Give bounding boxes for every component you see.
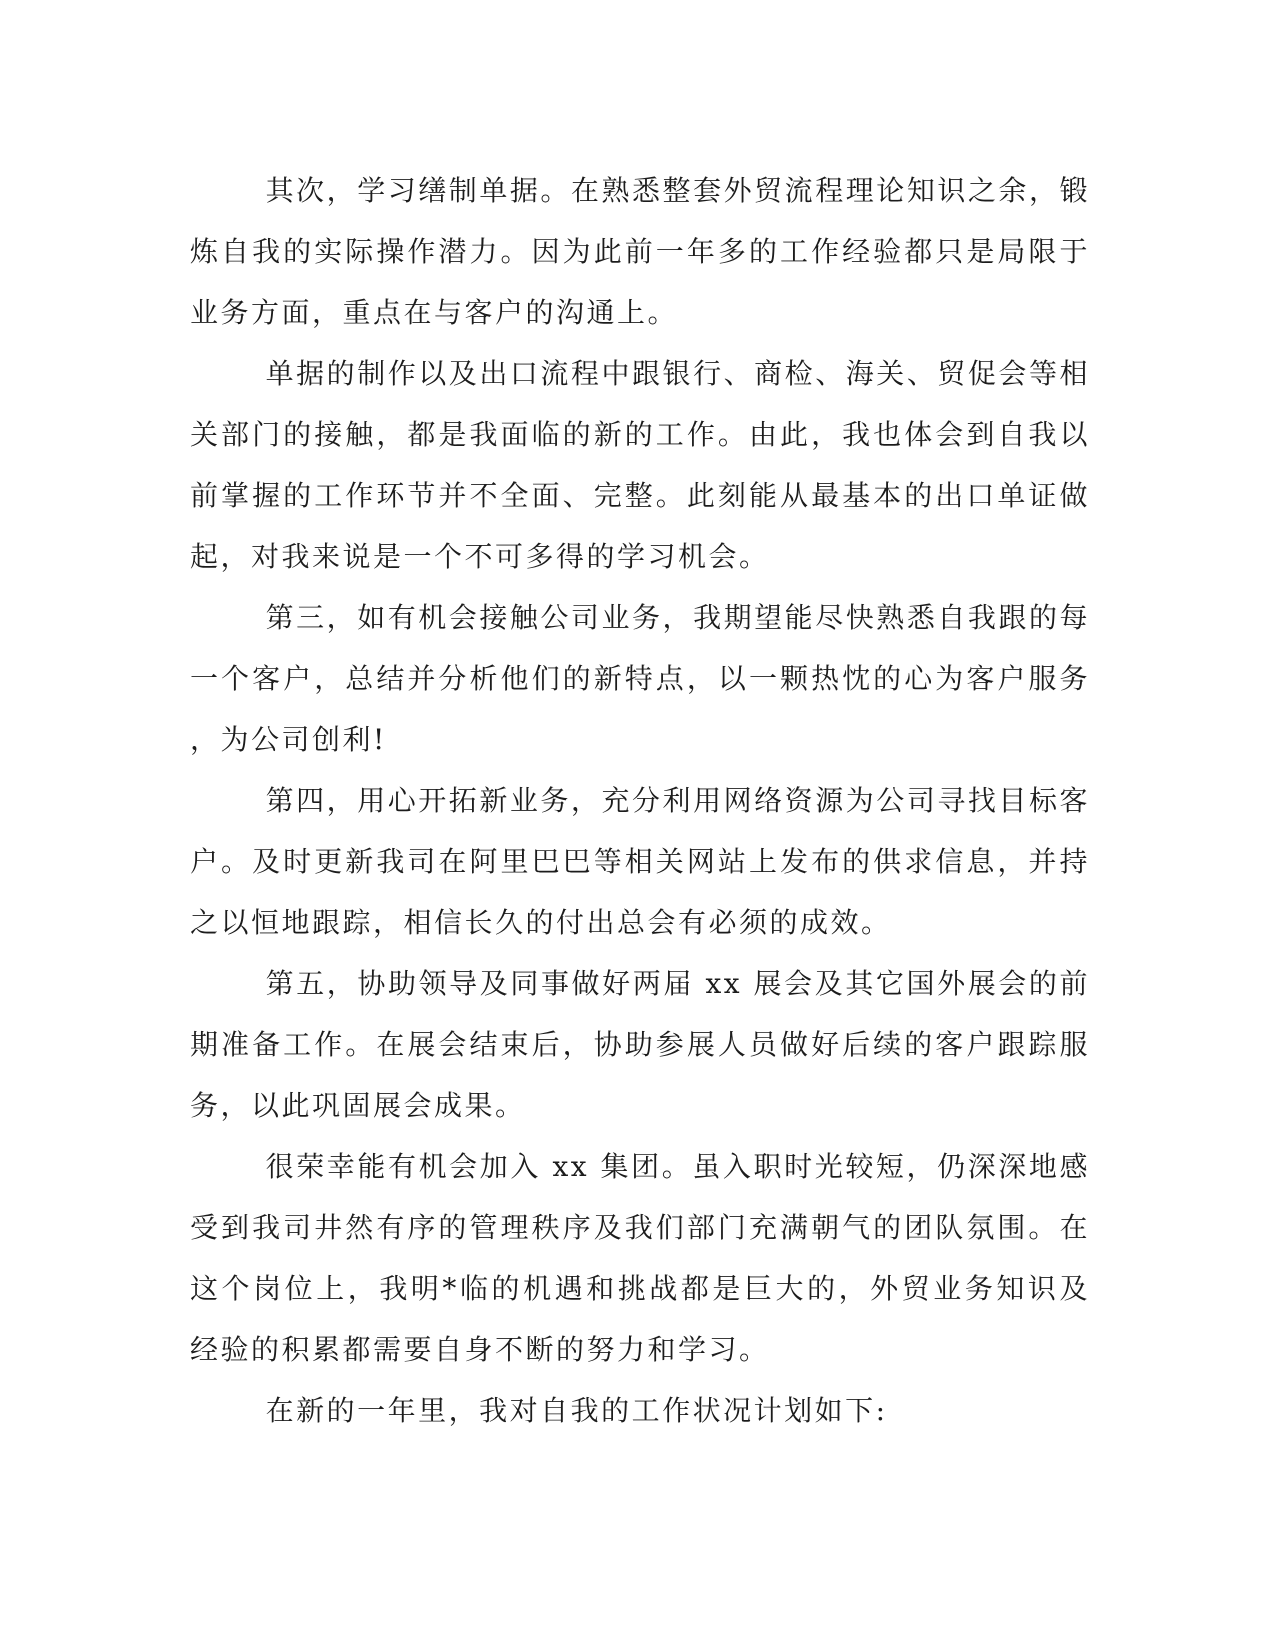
paragraph-fourth-point: 第四，用心开拓新业务，充分利用网络资源为公司寻找目标客户。及时更新我司在阿里巴巴等相关网站上发布的供求信息，并持之以恒地跟踪，相信长久的付出总会有必须的成效。 <box>190 784 1090 939</box>
paragraph-new-year-plan: 在新的一年里，我对自我的工作状况计划如下: <box>265 1394 888 1427</box>
paragraph-documents-work: 单据的制作以及出口流程中跟银行、商检、海关、贸促会等相关部门的接触，都是我面临的新的工作。由此，我也体会到自我以前掌握的工作环节并不全面、完整。此刻能从最基本的出口单证做起，对我来说是一个不可多得的学习机会。 <box>190 357 1090 573</box>
paragraph-second-point: 其次，学习缮制单据。在熟悉整套外贸流程理论知识之余，锻炼自我的实际操作潜力。因为此前一年多的工作经验都只是局限于业务方面，重点在与客户的沟通上。 <box>190 174 1090 329</box>
paragraph-third-point: 第三，如有机会接触公司业务，我期望能尽快熟悉自我跟的每一个客户，总结并分析他们的新特点，以一颗热忱的心为客户服务，为公司创利! <box>190 601 1090 756</box>
paragraph-fifth-point: 第五，协助领导及同事做好两届 xx 展会及其它国外展会的前期准备工作。在展会结束后，协助参展人员做好后续的客户跟踪服务，以此巩固展会成果。 <box>190 967 1090 1122</box>
document-body <box>190 160 1090 1441</box>
paragraph-joining-group: 很荣幸能有机会加入 xx 集团。虽入职时光较短，仍深深地感受到我司井然有序的管理秩序及我们部门充满朝气的团队氛围。在这个岗位上，我明*临的机遇和挑战都是巨大的，外贸业务知识及经验的积累都需要自身不断的努力和学习。 <box>190 1150 1090 1366</box>
